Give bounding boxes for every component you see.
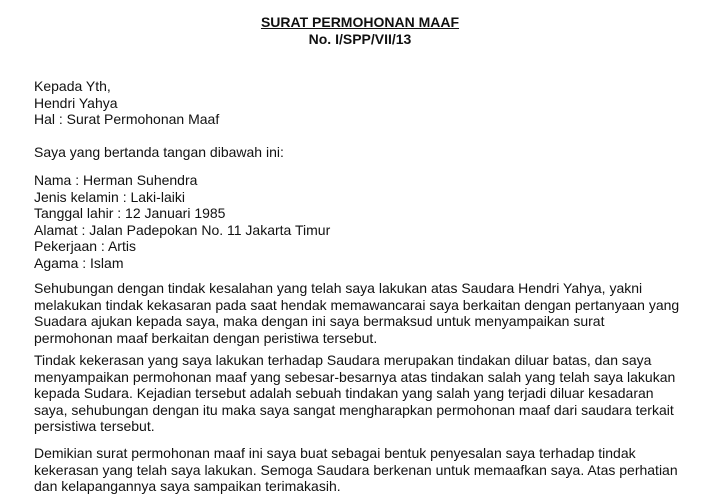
paragraph-2	[34, 352, 704, 435]
paragraph-line: permohonan maaf berkaitan dengan peristiwa tersebut.	[34, 329, 378, 346]
intro-text: Saya yang bertanda tangan dibawah ini:	[34, 144, 284, 160]
paragraph-1	[34, 280, 704, 346]
intro-line	[34, 144, 284, 161]
paragraph-line: dan kelapangannya saya sampaikan terimakasih.	[34, 478, 341, 495]
identity-address: Alamat : Jalan Padepokan No. 11 Jakarta Timur	[34, 221, 331, 238]
identity-occupation: Pekerjaan : Artis	[34, 238, 136, 254]
paragraph-line: persistiwa tersebut.	[34, 418, 155, 435]
paragraph-3	[34, 445, 704, 495]
paragraph-line: kekerasan yang telah saya lakukan. Semoga Saudara berkenan untuk memaafkan saya. Atas perhatian	[34, 461, 678, 478]
identity-gender: Jenis kelamin : Laki-laiki	[34, 188, 185, 205]
identity-block	[34, 172, 330, 271]
paragraph-line: Demikian surat permohonan maaf ini saya buat sebagai bentuk penyesalan saya terhadap tindak	[34, 445, 636, 461]
paragraph-line: Sehubungan dengan tindak kesalahan yang telah saya lakukan atas Saudara Hendri Yahya, yakni	[34, 280, 643, 296]
identity-religion: Agama : Islam	[34, 254, 124, 271]
paragraph-line: Tindak kekerasan yang saya lakukan terhadap Saudara merupakan tindakan diluar batas, dan saya	[34, 352, 652, 368]
recipient-block	[34, 78, 219, 128]
letter-number: No. I/SPP/VII/13	[308, 31, 412, 47]
paragraph-line: melakukan tindak kekasaran pada saat hendak memawancarai saya berkaitan dengan pertanyaan yang	[34, 296, 680, 313]
paragraph-line: menyampaikan permohonan maaf yang sebesar-besarnya atas tindakan salah yang telah saya lakukan	[34, 368, 676, 385]
paragraph-line: kepada Sudara. Kejadian tersebut adalah sebuah tindakan yang salah yang terjadi diluar kesadaran	[34, 385, 654, 402]
identity-birthdate: Tanggal lahir : 12 Januari 1985	[34, 205, 226, 221]
identity-name: Nama : Herman Suhendra	[34, 172, 198, 188]
paragraph-line: Suadara ajukan kepada saya, maka dengan ini saya bermaksud untuk menyampaikan surat	[34, 313, 605, 330]
letter-title: SURAT PERMOHONAN MAAF	[260, 14, 460, 30]
letter-subject: Hal : Surat Permohonan Maaf	[34, 111, 220, 127]
paragraph-line: saya, sehubungan dengan itu maka saya sangat mengharapkan permohonan maaf dari saudara terkait	[34, 401, 674, 418]
recipient-name: Hendri Yahya	[34, 94, 118, 111]
recipient-greeting: Kepada Yth,	[34, 78, 111, 94]
